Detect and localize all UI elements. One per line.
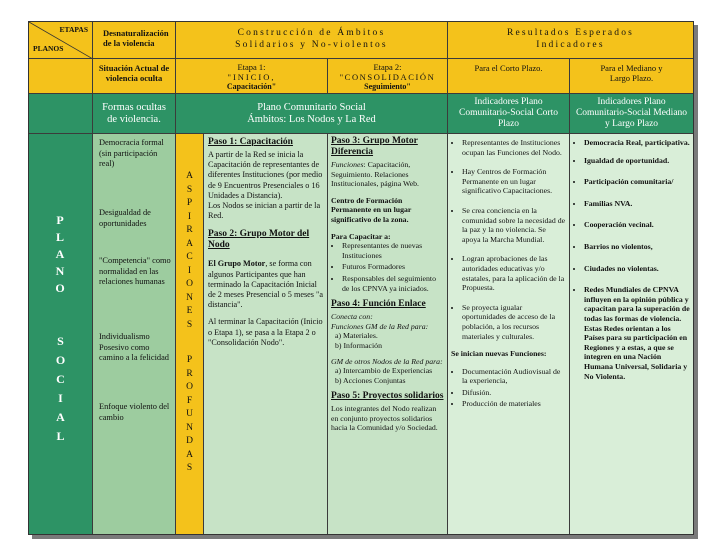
indicador-item: • Se crea conciencia en la comunidad sobre la necesidad de la paz y la no violencia. Se apoya la Marcha Mundial. — [462, 206, 566, 244]
capacitar-item: • Responsables del seguimiento de los CPNVA ya iniciados. — [342, 274, 444, 293]
paso1-title: Paso 1: Capacitación — [208, 137, 293, 147]
paso5-text: Los integrantes del Nodo realizan en conjunto proyectos solidarios hacia la Comunidad y/o Sociedad. — [331, 404, 438, 433]
indicadores-corto-content — [448, 134, 570, 534]
para-capacitar: Para Capacitar a: — [331, 231, 391, 241]
header-resultados: Resultados Esperados Indicadores — [448, 22, 693, 59]
nuevas-funciones-title: Se inician nuevas Funciones: — [451, 349, 547, 359]
band-plano-comunitario: Plano Comunitario Social Ámbitos: Los Nodos y La Red — [176, 94, 448, 134]
subheader-etapa2: Etapa 2: "CONSOLIDACIÓN Seguimiento" — [328, 59, 448, 94]
indicador-item: • Cooperación vecinal. — [584, 220, 690, 230]
corner-cell — [29, 22, 93, 59]
funcion-item: • Difusión. — [462, 388, 566, 398]
conecta-label: Conecta con: — [331, 312, 373, 322]
indicador-item: • Redes Mundiales de CPNVA influyen en la opinión pública y capacitan para la superación de todas las formas de violencia. — [584, 285, 690, 323]
forma-item: Individualismo Posesivo como camino a la felicidad — [99, 332, 169, 362]
red-item: a) Materiales. — [335, 331, 378, 341]
plano-social-cell — [29, 134, 93, 534]
indicador-closing: Estas Redes orientan a los Países para su participación en Regiones y a estas, a que se integren en una Nación Humana Universal, Solidaria y No Violenta. — [584, 323, 688, 381]
paso1-text: A partir de la Red se inicia la Capacitación de representantes de diferentes Instituciones (por medio de 9 Encuentros Presenciales o 16 Unidades a Distancia). — [208, 150, 323, 200]
nuevas-funciones-list — [451, 367, 566, 409]
subheader-mediano: Para el Mediano y Largo Plazo. — [570, 59, 693, 94]
subheader-situacion: Situación Actual de violencia oculta — [93, 59, 176, 94]
etapa1-content — [204, 134, 328, 534]
indicadores-corto-list — [451, 138, 566, 341]
indicador-item: • Igualdad de oportunidad. — [584, 156, 690, 166]
gm-otros: GM de otros Nodos de la Red para: — [331, 356, 443, 366]
profundas-vertical: P R O F U N D A S — [186, 355, 193, 473]
funciones-text: Funciones: Capacitación, Seguimiento. Relaciones Institucionales, página Web. — [331, 160, 420, 189]
band-indicadores-corto: Indicadores Plano Comunitario-Social Corto Plazo — [448, 94, 570, 134]
indicador-item: • Logran aprobaciones de las autoridades educativas y/o estatales, para la aplicación de la Propuesta. — [462, 254, 566, 292]
strategy-table — [28, 21, 694, 535]
forma-item: Enfoque violento del cambio — [99, 402, 170, 422]
indicador-item: • Se proyecta igualar oportunidades de acceso de la población, a los recursos materiales y culturales. — [462, 303, 566, 341]
subheader-spacer — [29, 59, 93, 94]
otros-item: b) Acciones Conjuntas — [335, 375, 406, 385]
plano-vertical: P L A N O — [55, 213, 66, 295]
funcion-item: • Producción de materiales — [462, 399, 566, 409]
indicador-item: • Familias NVA. — [584, 199, 690, 209]
paso2-text: El Grupo Motor, se forma con algunos Participantes que han terminado la Capacitación Inicial de 2 meses Presencial o 5 meses "a distancia". — [208, 259, 323, 310]
subheader-etapa1: Etapa 1: "INICIO, Capacitación" — [176, 59, 328, 94]
paso2-text2: Al terminar la Capacitación (Inicio o Etapa 1), se pasa a la Etapa 2 o "Consolidación Nodo". — [208, 317, 323, 347]
aspiraciones-cell — [176, 134, 204, 534]
header-desnaturalizacion: Desnaturalización de la violencia — [93, 22, 176, 59]
paso3-title: Paso 3: Grupo Motor Diferencia — [331, 136, 418, 157]
indicador-item: • Representantes de Instituciones ocupan las Funciones del Nodo. — [462, 138, 566, 157]
header-construccion: Construcción de Ámbitos Solidarios y No-violentos — [176, 22, 448, 59]
formas-ocultas-list — [93, 134, 176, 534]
paso4-title: Paso 4: Función Enlace — [331, 299, 426, 310]
band-formas: Formas ocultas de violencia. — [93, 94, 176, 134]
paso5-title: Paso 5: Proyectos solidarios — [331, 391, 444, 402]
capacitar-item: • Futuros Formadores — [342, 262, 444, 272]
centro-text: Centro de Formación Permanente en un lugar significativo de la zona. — [331, 195, 412, 224]
band-indicadores-mediano: Indicadores Plano Comunitario-Social Mediano y Largo Plazo — [570, 94, 693, 134]
subheader-corto: Para el Corto Plazo. — [448, 59, 570, 94]
planos-label: PLANOS — [33, 44, 64, 53]
social-vertical: S O C I A L — [55, 334, 66, 443]
paso2-title: Paso 2: Grupo Motor del Nodo — [208, 229, 310, 251]
red-item: b) Información — [335, 340, 382, 350]
capacitar-item: • Representantes de nuevas Instituciones — [342, 241, 444, 260]
indicador-item: • Ciudades no violentas. — [584, 264, 690, 274]
etapas-label: ETAPAS — [59, 25, 88, 34]
indicador-item: • Democracia Real, participativa. — [584, 138, 690, 148]
indicador-item: • Hay Centros de Formación Permanente en un lugar significativo Capacitaciones. — [462, 167, 566, 196]
indicadores-mediano-list — [573, 138, 690, 324]
otros-item: a) Intercambio de Experiencias — [335, 366, 433, 376]
band-spacer — [29, 94, 93, 134]
forma-item: "Competencia" como normalidad en las relaciones humanas — [99, 256, 171, 286]
indicador-item: • Participación comunitaria/ — [584, 177, 690, 187]
etapa2-content — [328, 134, 448, 534]
paso1-text2: Los Nodos se inician a partir de la Red. — [208, 201, 321, 221]
funciones-gm-red: Funciones GM de la Red para: — [331, 321, 429, 331]
capacitar-list — [331, 241, 444, 293]
funcion-item: • Documentación Audiovisual de la experiencia, — [462, 367, 566, 386]
forma-item: Democracia formal (sin participación real) — [99, 138, 164, 168]
forma-item: Desigualdad de oportunidades — [99, 208, 151, 228]
indicador-item: • Barrios no violentos, — [584, 242, 690, 252]
aspiraciones-vertical: A S P I R A C I O N E S — [186, 171, 193, 330]
indicadores-mediano-content — [570, 134, 693, 534]
